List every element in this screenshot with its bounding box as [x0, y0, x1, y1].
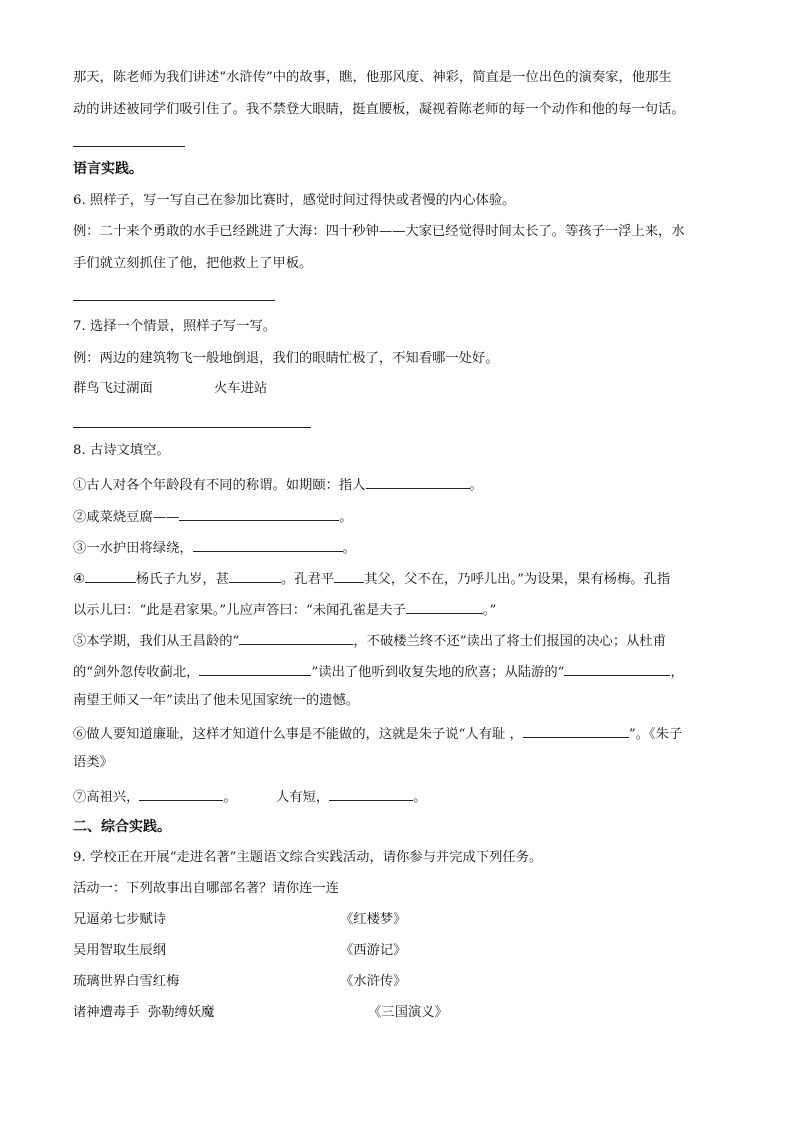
book-4[interactable]: 《三国演义》 — [368, 1005, 448, 1020]
blank[interactable] — [366, 474, 470, 489]
answer-line[interactable] — [73, 146, 185, 147]
blank[interactable] — [334, 568, 364, 583]
blank[interactable] — [85, 568, 136, 583]
q8-item-6-cont: 语类》 — [73, 755, 113, 770]
q9-activity-1: 活动一：下列故事出自哪部名著？请你连一连 — [73, 881, 339, 896]
q6-example-line-2: 手们就立刻抓住了他，把他救上了甲板。 — [73, 256, 313, 271]
q6-prompt: 6. 照样子，写一写自己在参加比赛时，感觉时间过得快或者慢的内心体验。 — [73, 193, 516, 208]
section-heading-language: 语言实践。 — [73, 161, 143, 177]
q8-item-4-cont: 以示儿曰：“此是君家果。”儿应声答曰：“未闻孔雀是夫子 。” — [73, 599, 496, 620]
q8-item-5: ⑤本学期，我们从王昌龄的“ ，不破楼兰终不还”读出了将士们报国的决心；从杜甫 — [73, 630, 666, 651]
story-2[interactable]: 吴用智取生辰纲 — [73, 943, 167, 958]
q8-item-3: ③一水护田将绿绕， 。 — [73, 537, 356, 558]
story-1[interactable]: 兄逼弟七步赋诗 — [73, 912, 167, 927]
q7-option-2: 火车进站 — [214, 381, 268, 396]
story-3[interactable]: 琉璃世界白雪红梅 — [73, 974, 180, 989]
book-2[interactable]: 《西游记》 — [340, 943, 407, 958]
q8-item-4: ④ 杨氏子九岁，甚 。孔君平 其父，父不在，乃呼儿出。”为设果，果有杨梅。孔指 — [73, 568, 670, 589]
blank[interactable] — [564, 661, 670, 676]
section-heading-comprehensive: 二、综合实践。 — [73, 819, 171, 835]
blank[interactable] — [406, 599, 483, 614]
story-4[interactable]: 诸神遭毒手 弥勒缚妖魔 — [73, 1005, 215, 1020]
q8-item-1: ①古人对各个年龄段有不同的称谓。如期颐：指人 。 — [73, 474, 483, 495]
blank[interactable] — [139, 786, 223, 801]
q9-prompt: 9. 学校正在开展“走进名著”主题语文综合实践活动，请你参与并完成下列任务。 — [73, 850, 543, 865]
blank[interactable] — [229, 568, 281, 583]
q7-option-1: 群鸟飞过湖面 — [73, 381, 153, 396]
q6-example-line-1: 例：二十来个勇敢的水手已经跳进了大海：四十秒钟——大家已经觉得时间太长了。等孩子一浮上来，水 — [73, 224, 685, 239]
q8-item-5-cont2: 南望王师又一年”读出了他未见国家统一的遗憾。 — [73, 693, 360, 708]
intro-line-2: 动的讲述被同学们吸引住了。我不禁登大眼睛，挺直腰板，凝视着陈老师的每一个动作和他的每一句话。 — [73, 102, 685, 117]
q8-item-6: ⑥做人要知道廉耻，这样才知道什么事是不能做的，这就是朱子说“人有耻 ， ”。《朱子 — [73, 723, 682, 744]
book-1[interactable]: 《红楼梦》 — [340, 912, 407, 927]
q8-item-5-cont: 的“剑外忽传收蓟北， ”读出了他听到收复失地的欣喜；从陆游的“ ， — [73, 661, 684, 682]
q6-answer-line[interactable] — [73, 300, 275, 301]
book-3[interactable]: 《水浒传》 — [340, 974, 407, 989]
q8-item-7-part-2: 人有短， 。 — [276, 786, 426, 807]
q7-prompt: 7. 选择一个情景，照样子写一写。 — [73, 319, 277, 334]
q7-example: 例：两边的建筑物飞一般地倒退，我们的眼睛忙极了，不知看哪一处好。 — [73, 351, 499, 366]
blank[interactable] — [329, 786, 413, 801]
q8-item-7: ⑦高祖兴， 。 — [73, 786, 237, 807]
q8-item-2: ②咸菜烧豆腐—— 。 — [73, 506, 353, 527]
blank[interactable] — [199, 661, 311, 676]
blank[interactable] — [193, 537, 343, 552]
blank[interactable] — [523, 723, 629, 738]
blank[interactable] — [179, 506, 339, 521]
blank[interactable] — [239, 630, 353, 645]
q8-prompt: 8. 古诗文填空。 — [73, 443, 170, 458]
intro-line-1: 那天，陈老师为我们讲述“水浒传”中的故事，瞧，他那风度、神彩，简直是一位出色的演奏家，他那生 — [73, 70, 672, 85]
q7-answer-line[interactable] — [73, 427, 311, 428]
